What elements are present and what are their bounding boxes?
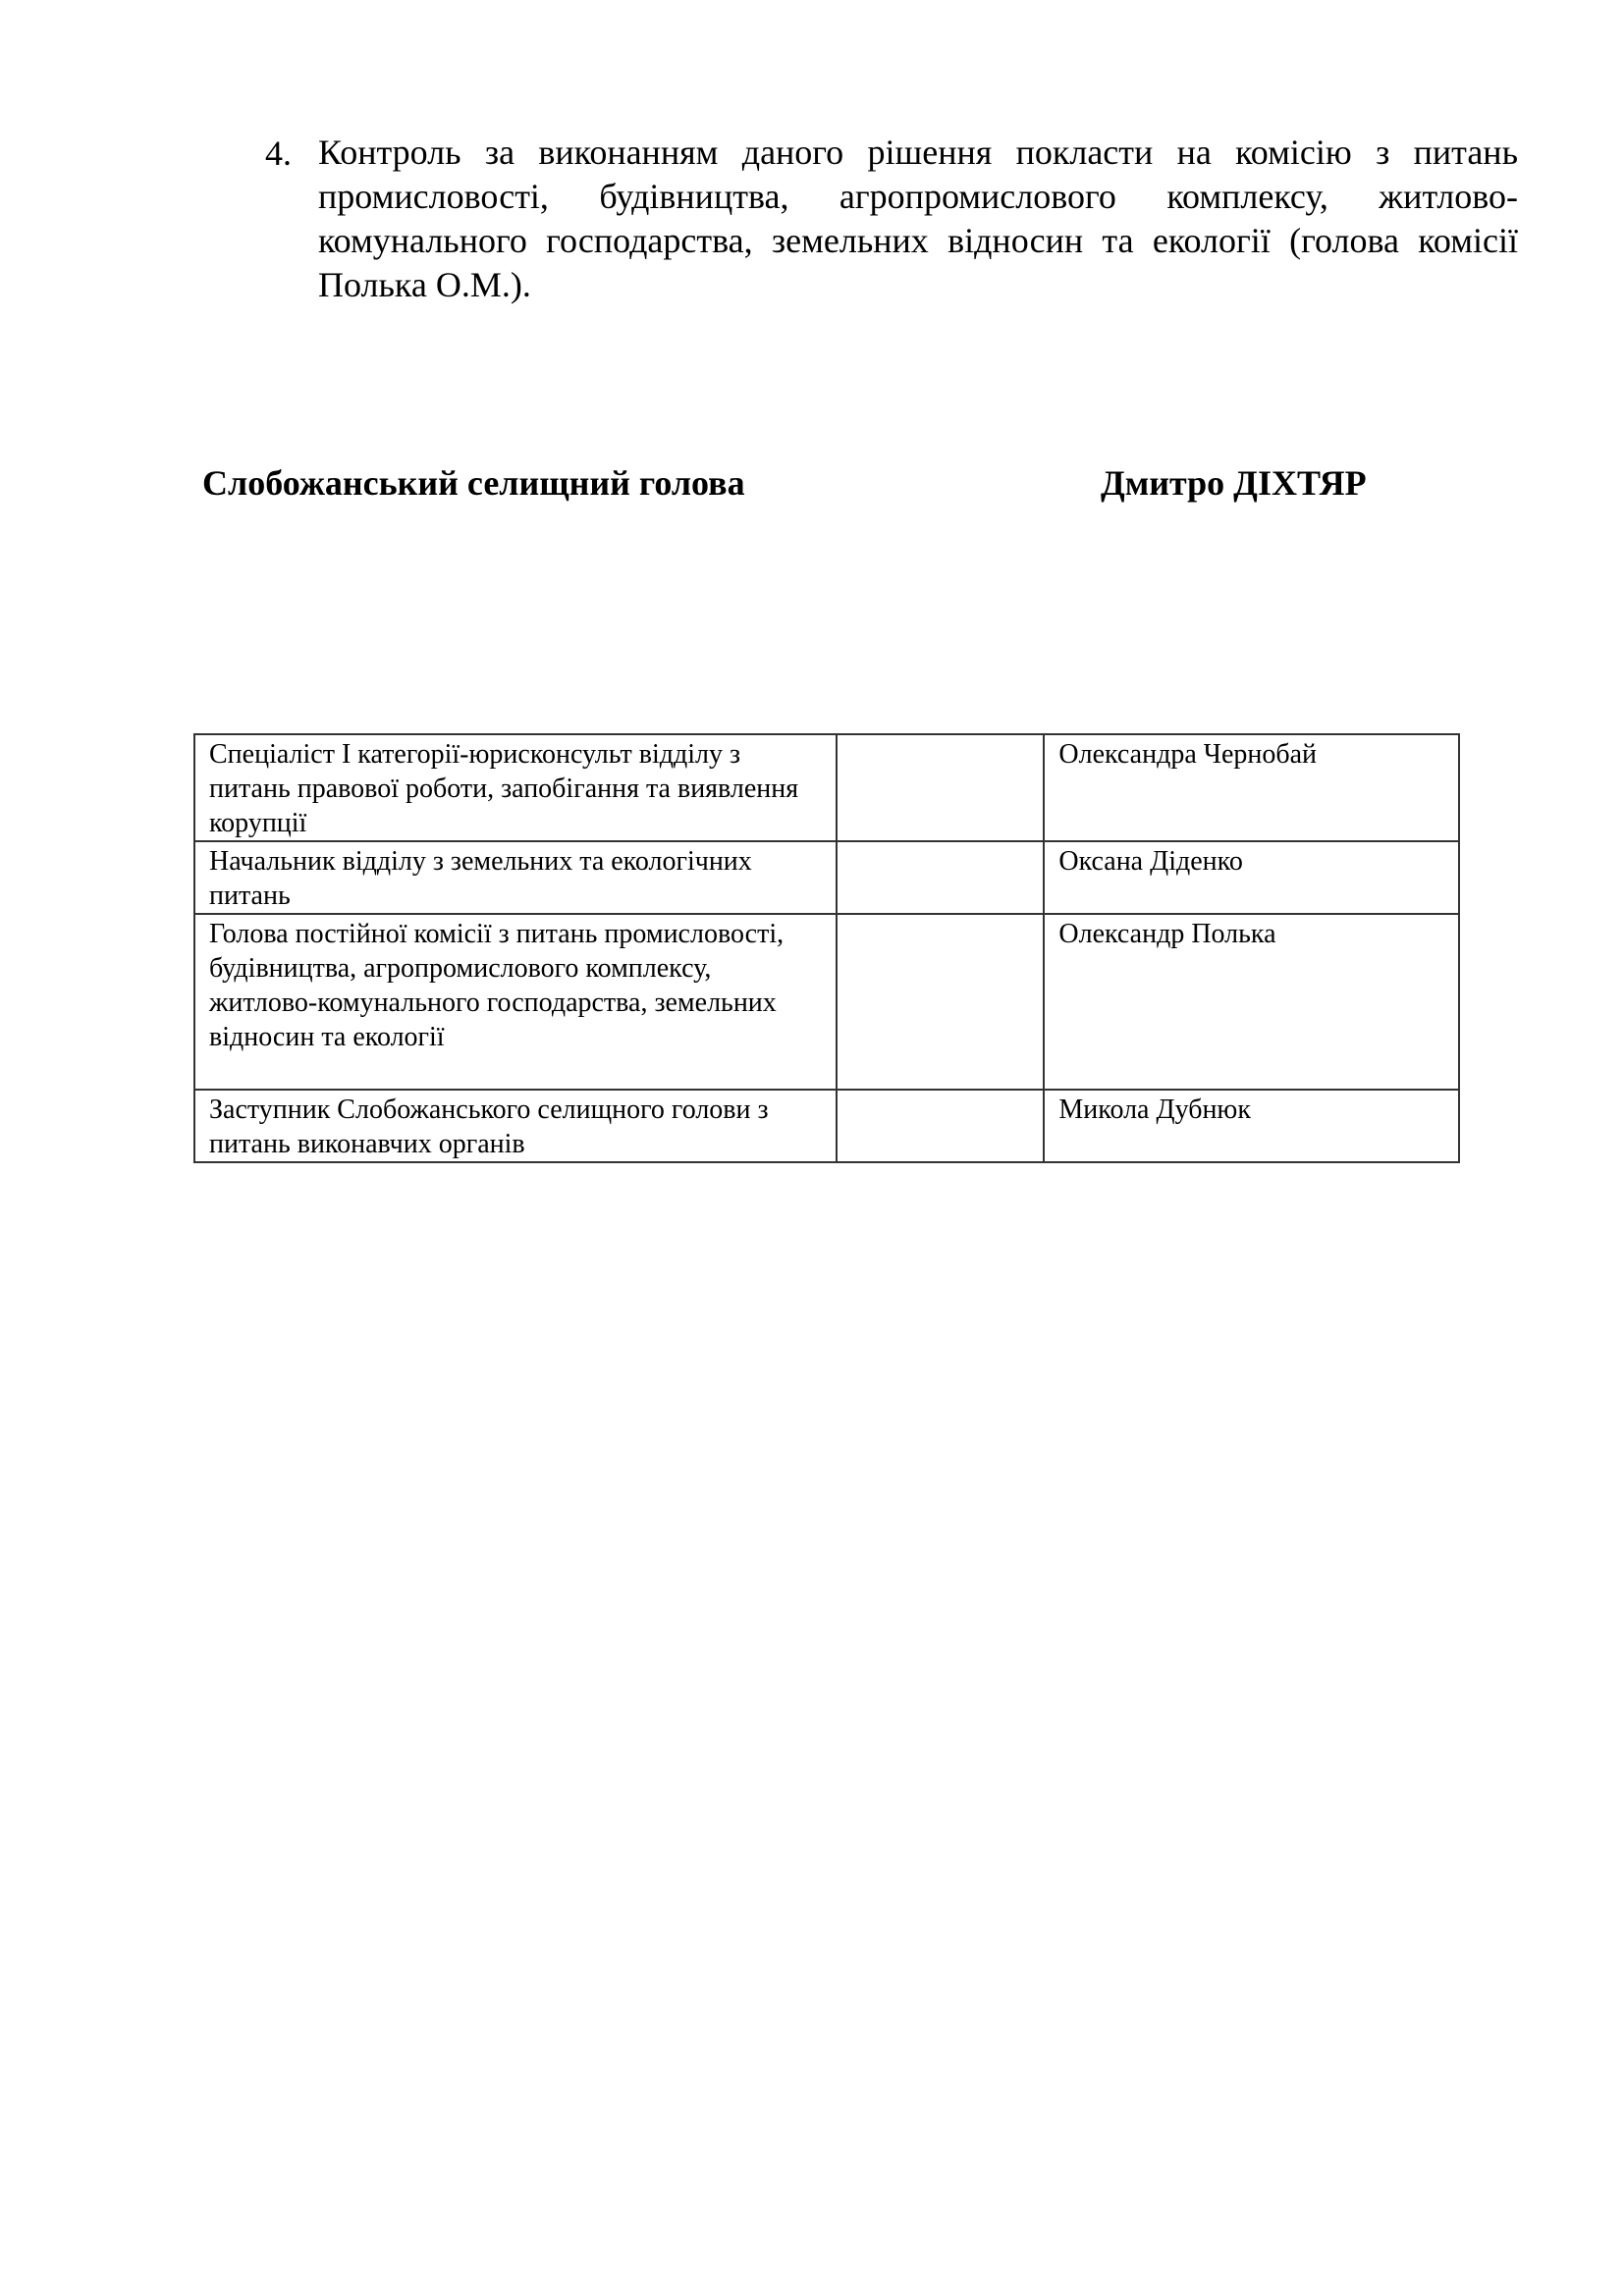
approver-role: Заступник Слобожанського селищного голови з питань виконавчих органів	[194, 1090, 837, 1162]
paragraph-text: Контроль за виконанням даного рішення покласти на комісію з питань промисловості, будівництва, агропромислового комплексу, житлово-комунального господарства, земельних відносин та екології (голова комісії Полька О.М.).	[318, 133, 1518, 304]
table-row	[194, 734, 1459, 841]
approval-table	[193, 733, 1460, 1163]
approver-name: Олександра Чернобай	[1044, 734, 1459, 841]
signature-cell	[837, 734, 1044, 841]
signature-cell	[837, 1090, 1044, 1162]
signature-position: Слобожанський селищний голова	[202, 463, 745, 503]
paragraph-number: 4.	[265, 133, 292, 173]
signature-cell	[837, 841, 1044, 914]
table-row	[194, 1090, 1459, 1162]
table-row	[194, 841, 1459, 914]
approver-role: Начальник відділу з земельних та екологічних питань	[194, 841, 837, 914]
approver-name: Микола Дубнюк	[1044, 1090, 1459, 1162]
approver-role: Голова постійної комісії з питань промисловості, будівництва, агропромислового комплексу, житлово-комунального господарства, земельних відносин та екології	[194, 914, 837, 1090]
control-paragraph	[265, 131, 1518, 307]
approver-role: Спеціаліст І категорії-юрисконсульт відділу з питань правової роботи, запобігання та виявлення корупції	[194, 734, 837, 841]
signature-cell	[837, 914, 1044, 1090]
table-row	[194, 914, 1459, 1090]
approver-name: Олександр Полька	[1044, 914, 1459, 1090]
approver-name: Оксана Діденко	[1044, 841, 1459, 914]
signature-name: Дмитро ДІХТЯР	[1101, 463, 1367, 503]
